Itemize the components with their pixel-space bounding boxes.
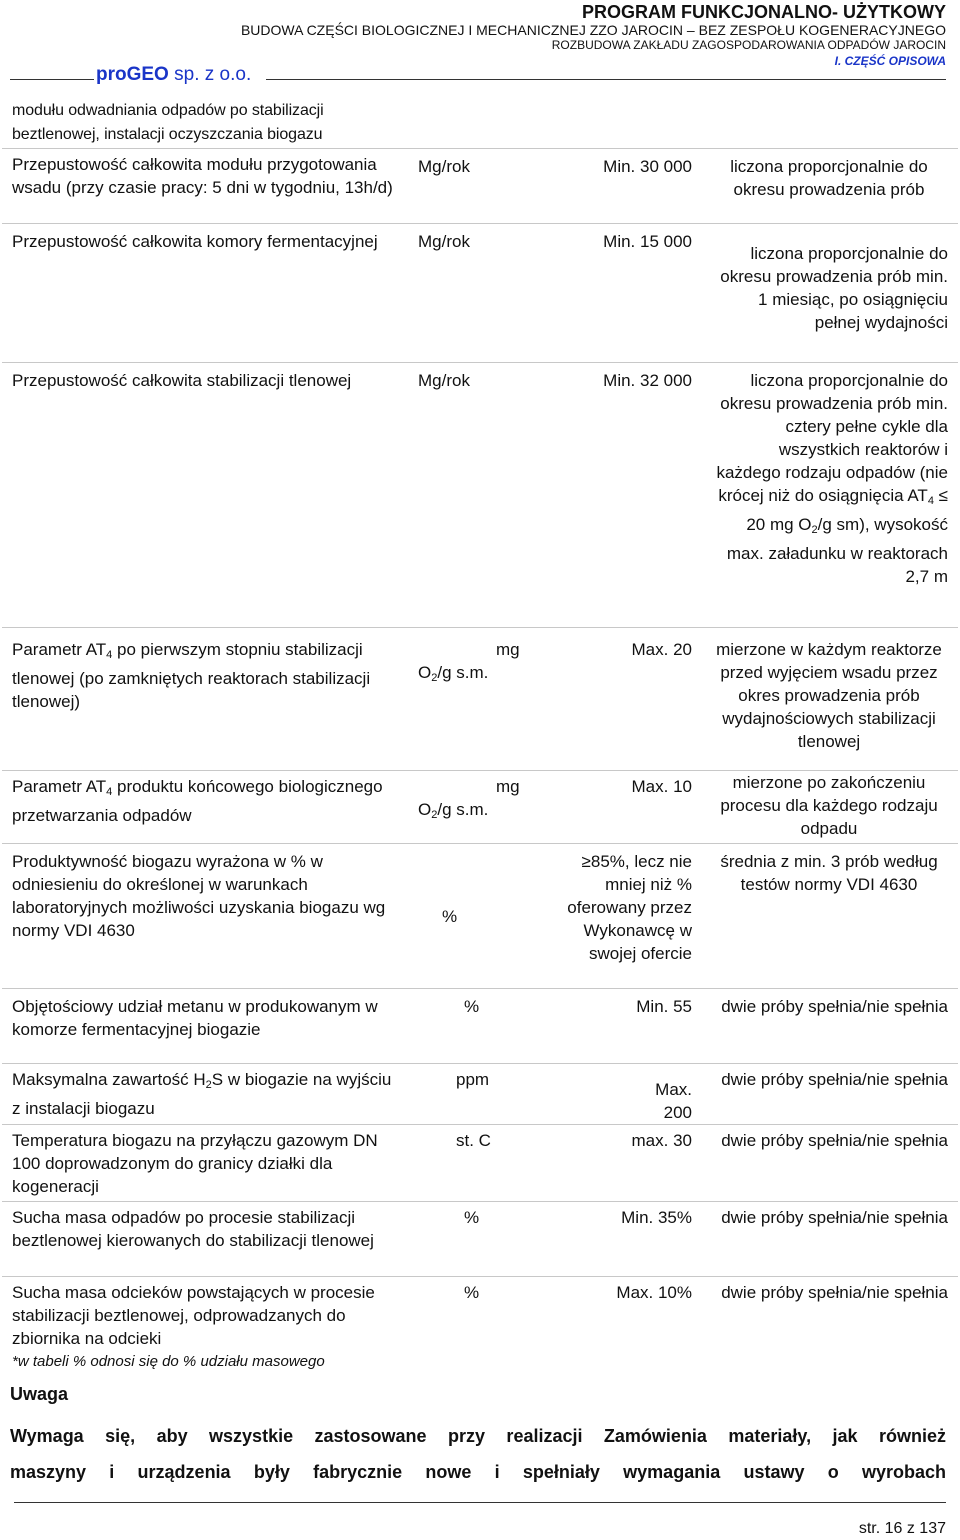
- page-header: [241, 2, 946, 69]
- param-cell: Sucha masa odpadów po procesie stabilizacji beztlenowej kierowanych do stabilizacji tlenowej: [12, 1208, 374, 1250]
- note-line: maszyny i urządzenia były fabrycznie nowe i spełniały wymagania ustawy o wyrobach: [10, 1462, 946, 1482]
- value-cell: Min. 55: [636, 997, 692, 1016]
- param-text-b: po pierwszym stopniu stabilizacji tlenowej (po zamkniętych reaktorach stabilizacji tlenowej): [12, 640, 371, 711]
- unit-cell: %: [464, 1283, 480, 1302]
- param-text-b: S w biogazie na wyjściu z instalacji biogazu: [12, 1070, 392, 1118]
- param-cell: Sucha masa odcieków powstających w procesie stabilizacji beztlenowej, odprowadzanych do zbiornika na odcieki: [12, 1283, 375, 1348]
- unit-cell: [400, 628, 550, 770]
- unit-cell: [400, 771, 550, 843]
- table-row: [2, 1125, 958, 1202]
- param-text-a: Parametr AT: [12, 640, 107, 659]
- footer-rule: [14, 1502, 946, 1503]
- table-row: [2, 628, 958, 771]
- unit-o2: [418, 798, 546, 827]
- value-cell: Max. 10%: [616, 1283, 692, 1302]
- table-row: [2, 1064, 958, 1125]
- unit-cell: [400, 96, 550, 148]
- unit-cell: Mg/rok: [418, 371, 470, 390]
- note-cell: liczona proporcjonalnie do okresu prowadzenia prób min. 1 miesiąc, po osiągnięciu pełnej wydajności: [720, 244, 948, 332]
- header-part: I. CZĘŚĆ OPISOWA: [834, 54, 946, 68]
- note-text-a: liczona proporcjonalnie do okresu prowadzenia prób min. cztery pełne cykle dla wszystkich reaktorów i każdego rodzaju odpadów (nie krócej niż do osiągnięcia AT: [716, 371, 948, 505]
- param-subscript: 4: [106, 786, 113, 798]
- logo-brand: proGEO: [96, 64, 169, 85]
- param-cell: [2, 1064, 400, 1124]
- param-text-b: produktu końcowego biologicznego przetwarzania odpadów: [12, 777, 383, 825]
- note-cell: dwie próby spełnia/nie spełnia: [721, 1070, 948, 1089]
- value-cell: Min. 30 000: [603, 157, 692, 176]
- note-cell: dwie próby spełnia/nie spełnia: [721, 1208, 948, 1227]
- table-footnote: *w tabeli % odnosi się do % udziału masowego: [12, 1353, 325, 1370]
- value-cell: ≥85%, lecz nie mniej niż % oferowany przez Wykonawcę w swojej ofercie: [567, 852, 692, 963]
- note-cell: dwie próby spełnia/nie spełnia: [721, 1131, 948, 1150]
- table-row: [2, 844, 958, 989]
- company-logo: [96, 64, 251, 86]
- unit-per: /g s.m.: [437, 663, 489, 682]
- param-cell: [2, 771, 400, 843]
- note-paragraph: [10, 1418, 946, 1490]
- table-row: [2, 363, 958, 628]
- param-subscript: 2: [205, 1079, 212, 1091]
- note-cell: liczona proporcjonalnie do okresu prowadzenia prób: [730, 157, 928, 199]
- table-row: [2, 224, 958, 363]
- note-cell: dwie próby spełnia/nie spełnia: [721, 997, 948, 1016]
- param-cell: Przepustowość całkowita komory fermentacyjnej: [12, 232, 378, 251]
- page-number: str. 16 z 137: [858, 1520, 946, 1537]
- note-text-b: ≤ 20 mg O: [746, 486, 948, 534]
- value-cell: Max. 20: [631, 640, 692, 659]
- param-text-a: Maksymalna zawartość H: [12, 1070, 206, 1089]
- param-text: Przepustowość całkowita stabilizacji tlenowej: [12, 371, 352, 390]
- note-cell: dwie próby spełnia/nie spełnia: [721, 1283, 948, 1302]
- param-cell: Temperatura biogazu na przyłączu gazowym DN 100 doprowadzonym do granicy działki dla kogeneracji: [12, 1131, 378, 1196]
- note-subscript: 2: [811, 524, 818, 536]
- note-cell: [696, 363, 958, 627]
- header-rule-left: [10, 79, 94, 80]
- note-cell: [696, 96, 958, 148]
- value-cell: Min. 15 000: [603, 232, 692, 251]
- param-cell: modułu odwadniania odpadów po stabilizacji beztlenowej, instalacji oczyszczania biogazu: [12, 102, 324, 143]
- unit-cell: st. C: [456, 1131, 491, 1150]
- param-cell: [2, 628, 400, 770]
- param-cell: [2, 363, 400, 627]
- unit-cell: %: [442, 906, 458, 926]
- unit-cell: %: [464, 1208, 480, 1227]
- header-subtitle: ROZBUDOWA ZAKŁADU ZAGOSPODAROWANIA ODPADÓW JAROCIN: [551, 38, 946, 52]
- param-cell: Produktywność biogazu wyrażona w % w odniesieniu do określonej w warunkach laboratoryjnych możliwości uzyskania biogazu wg normy VDI 4630: [12, 852, 386, 940]
- header-project-title: BUDOWA CZĘŚCI BIOLOGICZNEJ I MECHANICZNEJ ZZO JAROCIN – BEZ ZESPOŁU KOGENERACYJNEGO: [240, 22, 946, 38]
- note-cell: średnia z min. 3 prób według testów normy VDI 4630: [720, 852, 938, 894]
- unit-mg: mg: [496, 777, 520, 796]
- unit-o: O: [418, 800, 432, 819]
- table-row: [2, 771, 958, 844]
- table-row: [2, 989, 958, 1064]
- unit-subscript: 2: [431, 809, 438, 821]
- note-cell: mierzone w każdym reaktorze przed wyjęciem wsadu przez okres prowadzenia prób wydajnościowych stabilizacji tlenowej: [716, 640, 942, 751]
- unit-cell: Mg/rok: [418, 232, 470, 251]
- logo-rest: sp. z o.o.: [168, 64, 252, 85]
- unit-subscript: 2: [431, 672, 438, 684]
- unit-cell: ppm: [456, 1070, 490, 1089]
- header-program-title: PROGRAM FUNKCJONALNO- UŻYTKOWY: [582, 2, 946, 22]
- unit-cell: %: [464, 997, 480, 1016]
- note-line: Wymaga się, aby wszystkie zastosowane przy realizacji Zamówienia materiały, jak również: [10, 1426, 946, 1446]
- value-cell: Min. 35%: [621, 1208, 692, 1227]
- unit-mg: mg: [496, 640, 520, 659]
- table-row: [2, 1202, 958, 1277]
- parameters-table: [2, 96, 958, 1347]
- unit-o: O: [418, 663, 432, 682]
- header-rule-right: [266, 79, 946, 80]
- value-cell: Max. 200: [655, 1080, 692, 1122]
- param-cell: Przepustowość całkowita modułu przygotowania wsadu (przy czasie pracy: 5 dni w tygodniu, 13h/d): [12, 155, 393, 197]
- table-row: [2, 96, 958, 149]
- note-subscript: 4: [927, 495, 934, 507]
- value-cell: [550, 96, 696, 148]
- note-text-c: /g sm), wysokość max. załadunku w reaktorach 2,7 m: [726, 515, 948, 586]
- value-cell: Max. 10: [631, 777, 692, 796]
- unit-cell: Mg/rok: [418, 157, 470, 176]
- param-text-a: Parametr AT: [12, 777, 107, 796]
- value-cell: max. 30: [631, 1131, 692, 1150]
- unit-per: /g s.m.: [437, 800, 489, 819]
- param-subscript: 4: [106, 649, 113, 661]
- value-cell: Min. 32 000: [603, 371, 692, 390]
- param-cell: Objętościowy udział metanu w produkowanym w komorze fermentacyjnej biogazie: [12, 997, 378, 1039]
- note-cell: mierzone po zakończeniu procesu dla każdego rodzaju odpadu: [720, 773, 938, 838]
- table-row: [2, 1277, 958, 1347]
- unit-o2: [418, 661, 546, 690]
- note-heading: Uwaga: [10, 1384, 69, 1404]
- table-row: [2, 149, 958, 224]
